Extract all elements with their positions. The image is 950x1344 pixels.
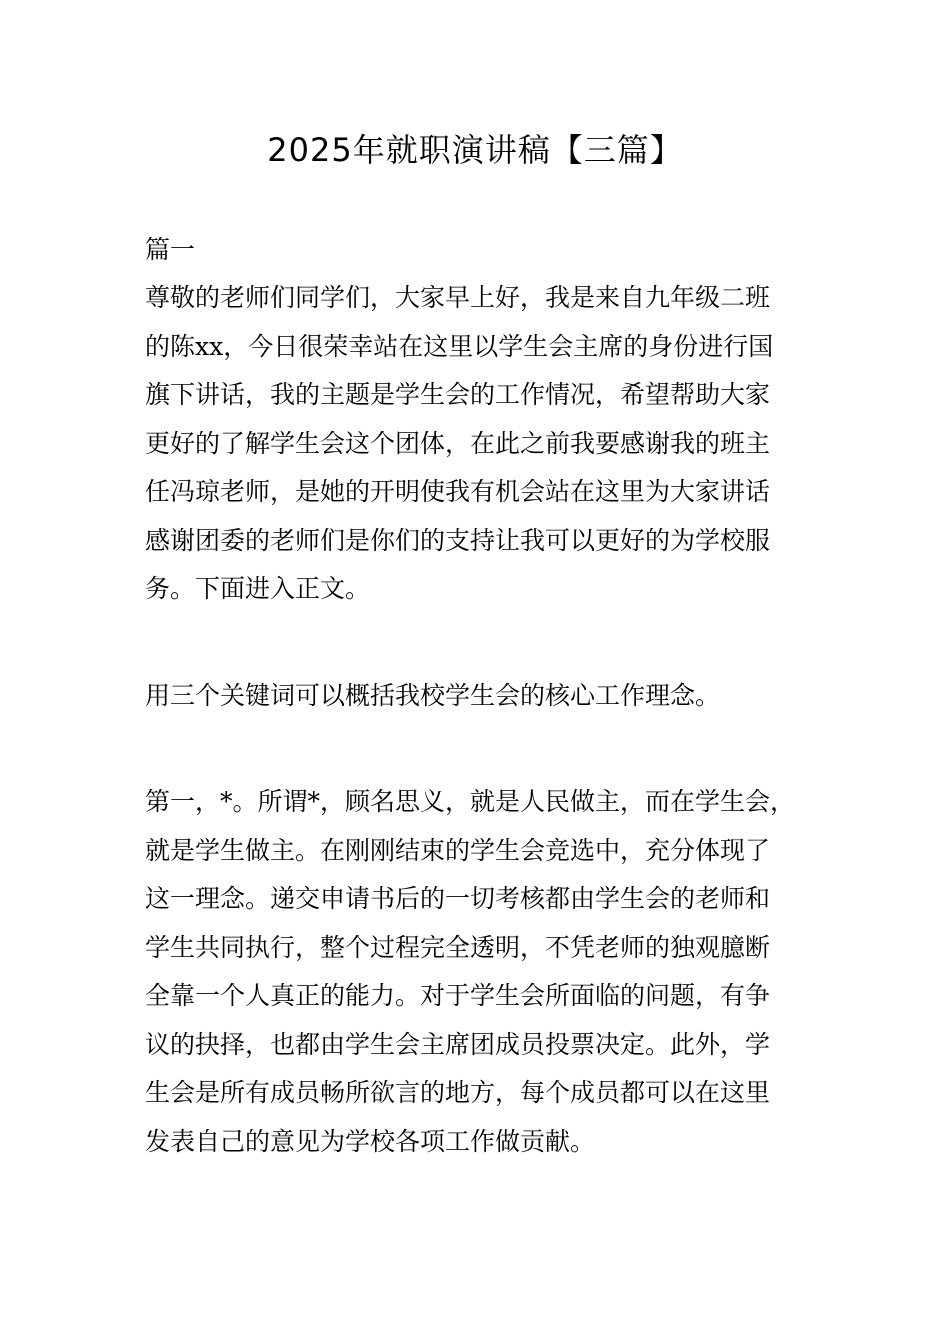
section-label	[145, 226, 815, 275]
section-label-text: 篇一	[145, 235, 196, 264]
paragraph-2	[145, 672, 815, 721]
paragraph-line: 就是学生做主。在刚刚结束的学生会竞选中，充分体现了	[145, 835, 771, 865]
paragraph-line: 议的抉择，也都由学生会主席团成员投票决定。此外，学	[145, 1029, 771, 1059]
paragraph-line: 学生共同执行，整个过程完全透明，不凭老师的独观臆断	[145, 932, 771, 962]
paragraph-line: 全靠一个人真正的能力。对于学生会所面临的问题，有争	[145, 981, 771, 1010]
paragraph-line: 旗下讲话，我的主题是学生会的工作情况，希望帮助大家	[145, 380, 771, 409]
paragraph-line: 任冯琼老师，是她的开明使我有机会站在这里为大家讲话	[145, 477, 771, 506]
paragraph-line: 尊敬的老师们同学们，大家早上好，我是来自九年级二班	[145, 283, 771, 312]
paragraph-line: 务。下面进入正文。	[145, 574, 371, 603]
paragraph-line: 第一，*。所谓*，顾名思义，就是人民做主，而在学生会，	[145, 787, 796, 816]
paragraph-line: 的陈xx，今日很荣幸站在这里以学生会主席的身份进行国	[145, 331, 774, 361]
paragraph-line: 更好的了解学生会这个团体，在此之前我要感谢我的班主	[145, 428, 771, 458]
paragraph-1	[145, 274, 815, 614]
paragraph-3	[145, 778, 815, 1166]
paragraph-line: 发表自己的意见为学校各项工作做贡献。	[145, 1126, 596, 1156]
paragraph-line: 生会是所有成员畅所欲言的地方，每个成员都可以在这里	[145, 1078, 771, 1107]
paragraph-line: 用三个关键词可以概括我校学生会的核心工作理念。	[145, 681, 721, 710]
paragraph-line: 这一理念。递交申请书后的一切考核都由学生会的老师和	[145, 884, 771, 913]
paragraph-line: 感谢团委的老师们是你们的支持让我可以更好的为学校服	[145, 525, 771, 555]
document-title: 2025年就职演讲稿【三篇】	[267, 131, 683, 169]
